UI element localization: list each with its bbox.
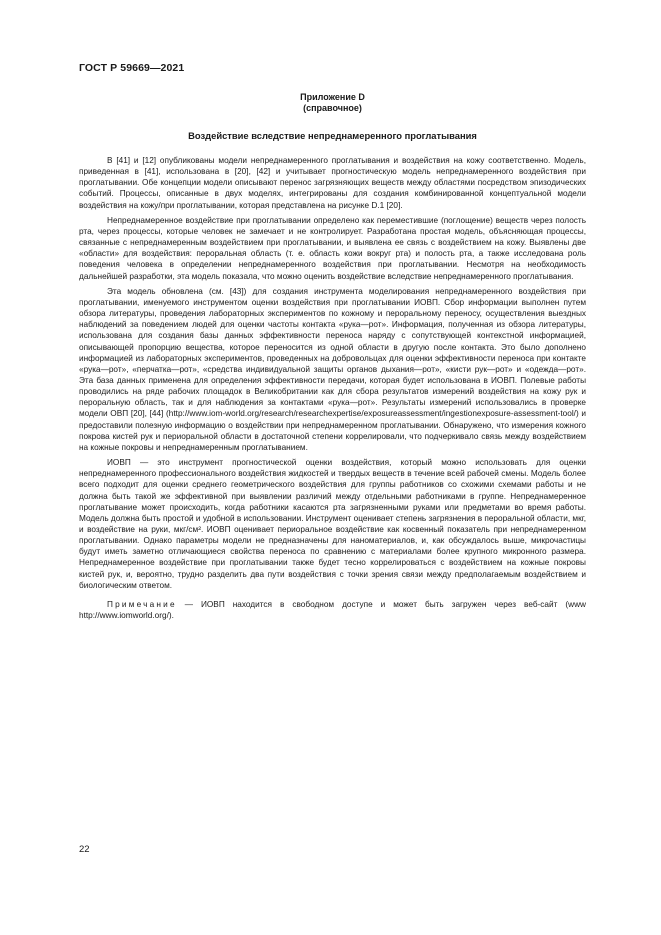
note (79, 599, 586, 621)
paragraph: ИОВП — это инструмент прогностической оценки воздействия, который можно использовать для оценки непреднамеренного профессионального воздействия жидкостей и твердых веществ в течение всей рабочей смены. Модель более всего подходит для оценки среднего геометрического воздействия для группы работников со схожими схемами работы и не должна быть такой же эффективной при выявлении различий между отдельными работниками в группе. Непреднамеренное проглатывание может происходить, когда работники касаются рта загрязненными руками или предметами во время работы. Модель должна быть простой и удобной в использовании. Инструмент оценивает степень загрязнения в пероральной области, мкг, и воздействие на руки, мкг/см². ИОВП оценивает периоральное воздействие как косвенный показатель при непреднамеренном проглатывании. Однако параметры модели не предназначены для наноматериалов, и, как обсуждалось выше, микрочастицы будут иметь заметно отличающиеся свойства переноса по сравнению с материалами более крупного микронного размера. Непреднамеренное воздействие при проглатывании также будет тесно коррелироваться с воздействием на кожные покровы кистей рук, и, вероятно, трудно разделить два пути воздействия с точки зрения связи между предполагаемым воздействием и биологическим ответом. (79, 458, 586, 590)
paragraph: Эта модель обновлена (см. [43]) для создания инструмента моделирования непреднамеренного воздействия при проглатывании, именуемого инструментом оценки воздействия при проглатывании ИОВП. Сбор информации выполнен путем обзора литературы, проведения лабораторных экспериментов по кожному и пероральному переносу, осуществления выездных наблюдений за поведением людей для оценки частоты контакта «рука—рот». Информация, полученная из обзора литературы, использована для создания базы данных эффективности переноса наряду с сопутствующей контекстной информацией, описывающей пропорцию вещества, которое переносится из одной области в другую после контакта. Это было дополнено информацией из лабораторных экспериментов, проведенных на добровольцах для оценки эффективности переноса при контакте «рука—рот», «перчатка—рот», «средства индивидуальной защиты органов дыхания—рот», «кисти рук—рот» и «одежда—рот». Эта база данных применена для определения эффективности передачи, которая будет использована в ИОВП. Полевые работы проводились на ряде рабочих площадок в Великобритании как для сбора результатов измерений воздействия на кожу рук и пероральную область, так и для наблюдения за контактами «рука—рот». Результаты измерений использовались в проверке модели ОВП [20], [44] (http://www.iom-world.org/research/researchexpertise/exposureassessment/ingestionexposure-assessment-tool/) и предоставили полезную информацию о воздействии при непреднамеренном проглатывании. Обнаружено, что измерения кожного покрова кистей рук и периоральной области в достаточной степени коррелировали, что подчеркивало связь между воздействием на кожные покровы и непреднамеренным проглатыванием. (79, 286, 586, 452)
section-title: Воздействие вследствие непреднамеренного проглатывания (188, 130, 477, 141)
annex-label: Приложение D (300, 92, 365, 102)
paragraph: В [41] и [12] опубликованы модели непреднамеренного проглатывания и воздействия на кожу соответственно. Модель, приведенная в [41], использована в [20], [42] и учитывает прогностическую модель непреднамеренного воздействия при проглатывании. Обе концепции модели описывают перенос загрязняющих веществ между областями посредством эпизодических событий. Процессы, описанные в двух моделях, интегрированы для создания комбинированной концептуальной модели воздействия на кожу/при проглатывании, которая представлена на рисунке D.1 [20]. (79, 156, 586, 210)
annex-type: (справочное) (303, 103, 362, 113)
paragraph: Непреднамеренное воздействие при проглатывании определено как переместившие (поглощение) веществ через полость рта, через процессы, которые человек не замечает и не контролирует. Разработана простая модель, объясняющая процессы, связанные с непреднамеренным воздействием при проглатывании, и выявлена ее связь с воздействием на кожу. Выявлены две «области» для воздействия: пероральная область (т. е. область кожи вокруг рта) и полость рта, а также исследована роль поведения человека в определении непреднамеренного воздействия при проглатывании. Несмотря на необходимость дальнейшей разработки, эта модель показала, что можно оценить воздействие вследствие непреднамеренного проглатывания. (79, 215, 586, 281)
annex-heading (79, 92, 586, 114)
body-text (79, 155, 586, 625)
note-text: — ИОВП находится в свободном доступе и может быть загружен через веб-сайт (www http://www.iomworld.org/). (79, 599, 586, 621)
note-label: Примечание (107, 599, 177, 609)
page-number: 22 (79, 844, 90, 855)
standard-designation: ГОСТ Р 59669—2021 (79, 62, 185, 74)
